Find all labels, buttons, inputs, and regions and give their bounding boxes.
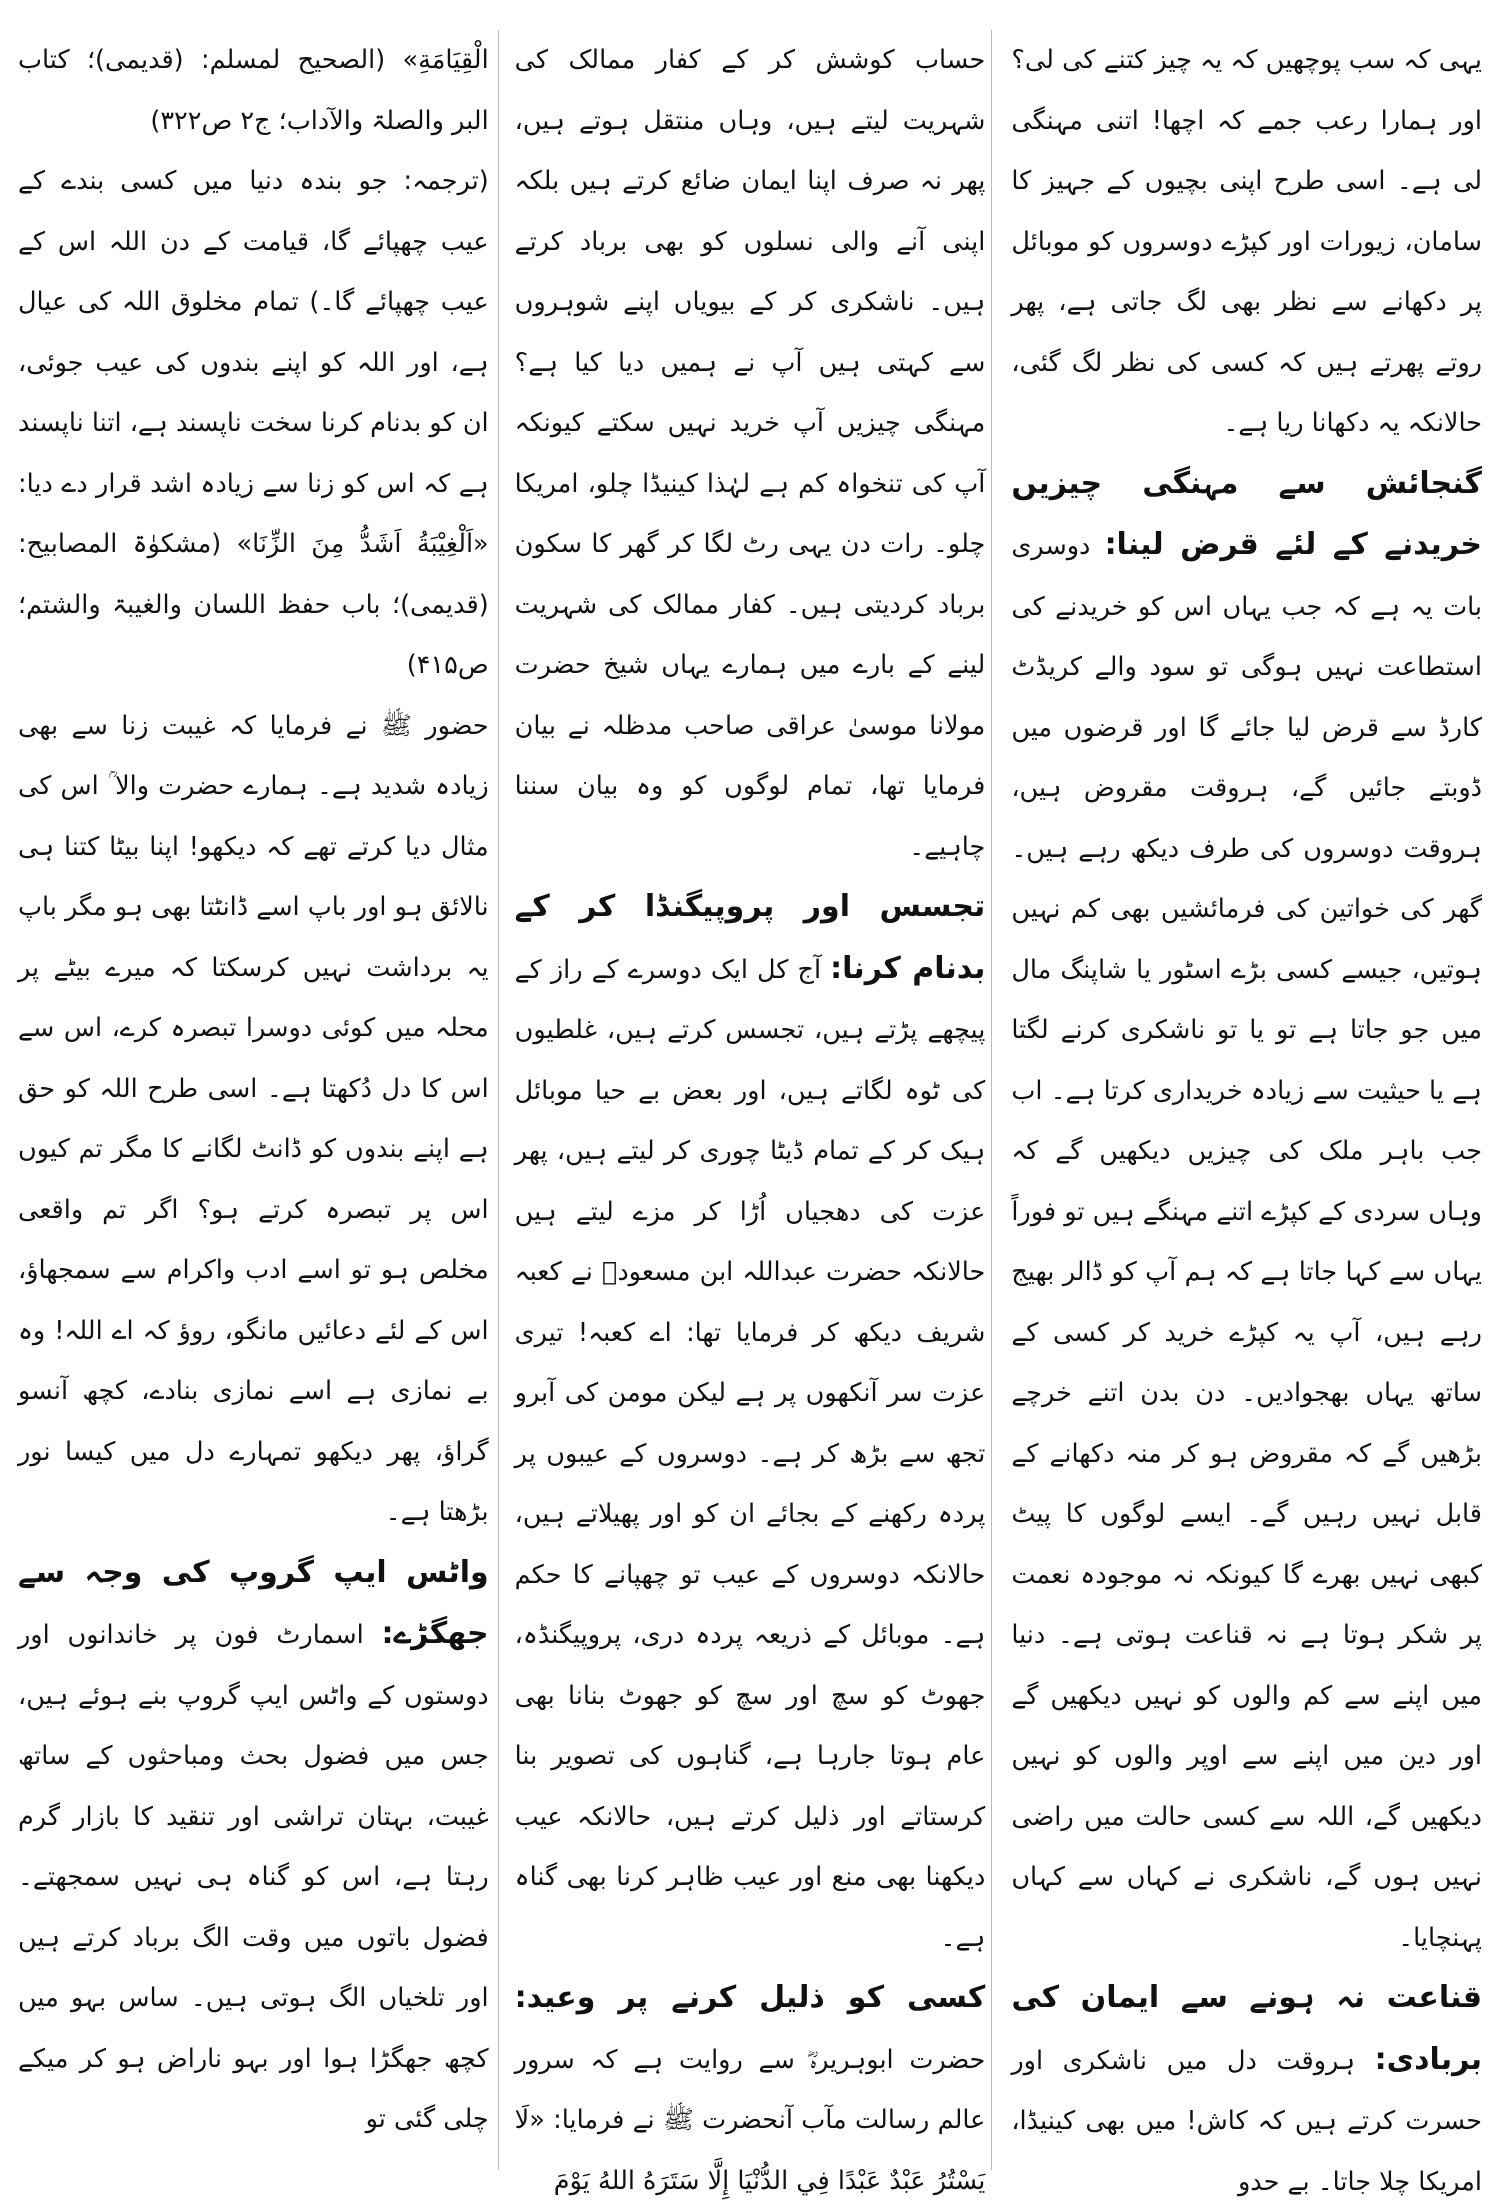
column-divider — [991, 30, 992, 2170]
section-paragraph — [1011, 454, 1482, 1969]
column-right — [1011, 30, 1483, 2197]
section-heading: گنجائش سے مہنگی چیزیں خریدنے کے لئے قرض لینا: — [1011, 465, 1483, 562]
section-heading: واٹس ایپ گروپ کی وجہ سے جھگڑے: — [17, 1554, 489, 1651]
section-text: آج کل ایک دوسرے کے راز کے پیچھے پڑتے ہیں، تجسس کرتے ہیں، غلطیوں کی ٹوہ لگاتے ہیں، اور بعض بے حیا موبائل ہیک کر کے تمام ڈیٹا چوری کر لیتے ہیں، پھر عزت کی دھجیاں اُڑا کر مزے لیتے ہیں حالانکہ حضرت عبداللہ ابن مسعودؓ نے کعبہ شریف دیکھ کر فرمایا تھا: اے کعبہ! تیری عزت سر آنکھوں پر ہے لیکن مومن کی آبرو تجھ سے بڑھ کر ہے۔ دوسروں کے عیبوں پر پردہ رکھنے کے بجائے ان کو اور پھیلاتے ہیں، حالانکہ دوسروں کے عیب تو چھپانے کا حکم ہے۔ موبائل کے ذریعہ پردہ دری، پروپیگنڈہ، جھوٹ کو سچ اور سچ کو جھوٹ بنانا بھی عام ہوتا جارہا ہے، گناہوں کی تصویر بنا کرستاتے اور ذلیل کرتے ہیں، حالانکہ عیب دیکھنا بھی منع اور عیب ظاہر کرنا بھی گناہ ہے۔ — [514, 954, 986, 1953]
paragraph: حساب کوشش کر کے کفار ممالک کی شہریت لیتے ہیں، وہاں منتقل ہوتے ہیں، پھر نہ صرف اپنا ایمان ضائع کرتے ہیں بلکہ اپنی آنے والی نسلوں کو بھی برباد کرتے ہیں۔ ناشکری کر کے بیویاں اپنے شوہروں سے کہتی ہیں آپ نے ہمیں دیا کیا ہے؟ مہنگی چیزیں آپ خرید نہیں سکتے کیونکہ آپ کی تنخواہ کم ہے لہٰذا کینیڈا چلو، امریکا چلو۔ رات دن یہی رٹ لگا کر گھر کا سکون برباد کردیتی ہیں۔ کفار ممالک کی شہریت لینے کے بارے میں ہمارے یہاں شیخ حضرت مولانا موسیٰ عراقی صاحب مدظلہ نے بیان فرمایا تھا، تمام لوگوں کو وہ بیان سننا چاہیے۔ — [514, 45, 986, 862]
section-paragraph — [515, 1968, 986, 2211]
section-text: ہروقت دل میں ناشکری اور حسرت کرتے ہیں کہ کاش! میں بھی کینیڈا، امریکا چلا جاتا۔ بے حدو — [1011, 2045, 1482, 2197]
column-middle — [514, 30, 986, 2196]
section-text: اسمارٹ فون پر خاندانوں اور دوستوں کے واٹس ایپ گروپ بنے ہوئے ہیں، جس میں فضول بحث ومباحثوں کے ساتھ غیبت، بہتان تراشی اور تنقید کا بازار گرم رہتا ہے، اس کو گناہ ہی نہیں سمجھتے۔ فضول باتوں میں وقت الگ برباد کرتے ہیں اور تلخیاں الگ ہوتی ہیں۔ ساس بہو میں کچھ جھگڑا ہوا اور بہو ناراض ہو کر میکے چلی گئی تو — [17, 1620, 489, 2134]
citation-paragraph: الْقِيَامَةِ» (الصحیح لمسلم: (قدیمی)؛ کتاب البر والصلۃ والآداب؛ ج۲ ص۳۲۲) — [17, 45, 489, 136]
section-paragraph — [515, 877, 986, 1968]
section-paragraph — [18, 1543, 489, 2150]
section-heading: کسی کو ذلیل کرنے پر وعید: — [514, 1980, 986, 2015]
section-paragraph — [1011, 1968, 1482, 2212]
column-divider — [498, 30, 499, 2170]
section-heading: قناعت نہ ہونے سے ایمان کی بربادی: — [1011, 1980, 1483, 2077]
translation-paragraph: (ترجمہ: جو بندہ دنیا میں کسی بندے کے عیب چھپائے گا، قیامت کے دن اللہ اس کے عیب چھپائے گا۔) تمام مخلوق اللہ کی عیال ہے، اور اللہ کو اپنے بندوں کی عیب جوئی، ان کو بدنام کرنا سخت ناپسند ہے، اتنا ناپسند ہے کہ اس کو زنا سے زیادہ اشد قرار دے دیا: «اَلْغِيْبَةُ اَشَدُّ مِنَ الزِّنَا» (مشکوٰۃ المصابیح: (قدیمی)؛ باب حفظ اللسان والغیبۃ والشتم؛ ص۴۱۵) — [17, 166, 489, 680]
column-left — [18, 30, 489, 2170]
paragraph: یہی کہ سب پوچھیں کہ یہ چیز کتنے کی لی؟ اور ہمارا رعب جمے کہ اچھا! اتنی مہنگی لی ہے۔ اسی طرح اپنی بچیوں کے جہیز کا سامان، زیورات اور کپڑے دوسروں کو موبائل پر دکھانے سے نظر بھی لگ جاتی ہے، پھر روتے پھرتے ہیں کہ کسی کی نظر لگ گئی، حالانکہ یہ دکھانا ریا ہے۔ — [1011, 45, 1482, 438]
paragraph: حضور ﷺ نے فرمایا کہ غیبت زنا سے بھی زیادہ شدید ہے۔ ہمارے حضرت والا ؒ اس کی مثال دیا کرتے تھے کہ دیکھو! اپنا بیٹا کتنا ہی نالائق ہو اور باپ اسے ڈانٹتا بھی ہو مگر باپ یہ برداشت نہیں کرسکتا کہ میرے بیٹے پر محلہ میں کوئی دوسرا تبصرہ کرے، اس سے اس کا دل دُکھتا ہے۔ اسی طرح اللہ کو حق ہے اپنے بندوں کو ڈانٹ لگانے کا مگر تم کیوں اس پر تبصرہ کرتے ہو؟ اگر تم واقعی مخلص ہو تو اسے ادب واکرام سے سمجھاؤ، اس کے لئے دعائیں مانگو، روؤ کہ اے اللہ! وہ بے نمازی ہے اسے نمازی بنادے، کچھ آنسو گراؤ، پھر دیکھو تمہارے دل میں کیسا نور بڑھتا ہے۔ — [17, 710, 489, 1527]
section-text: دوسری بات یہ ہے کہ جب یہاں اس کو خریدنے کی استطاعت نہیں ہوگی تو سود والے کریڈٹ کارڈ سے قرض لیا جائے گا اور قرضوں میں ڈوبتے جائیں گے، ہروقت مقروض ہیں، ہروقت دوسروں کی طرف دیکھ رہے ہیں۔ گھر کی خواتین کی فرمائشیں بھی کم نہیں ہوتیں، جیسے کسی بڑے اسٹور یا شاپنگ مال میں جو جاتا ہے تو یا تو ناشکری کرنے لگتا ہے یا حیثیت سے زیادہ خریداری کرتا ہے۔ اب جب باہر ملک کی چیزیں دیکھیں گے کہ وہاں سردی کے کپڑے اتنے مہنگے ہیں تو فوراً یہاں سے کہا جاتا ہے کہ ہم آپ کو ڈالر بھیج رہے ہیں، آپ یہ کپڑے خرید کر کسی کے ساتھ یہاں بھجوادیں۔ دن بدن اتنے خرچے بڑھیں گے کہ مقروض ہو کر منہ دکھانے کے قابل نہیں رہیں گے۔ ایسے لوگوں کا پیٹ کبھی نہیں بھرے گا کیونکہ نہ موجودہ نعمت پر شکر ہوتا ہے نہ قناعت ہوتی ہے۔ دنیا میں اپنے سے کم والوں کو نہیں دیکھیں گے اور دین میں اپنے سے اوپر والوں کو نہیں دیکھیں گے، اللہ سے کسی حالت میں راضی نہیں ہوں گے، ناشکری نے کہاں سے کہاں پہنچایا۔ — [1011, 531, 1482, 1953]
section-text: حضرت ابوہریرہؓ سے روایت ہے کہ سرور عالم رسالت مآب آنحضرت ﷺ نے فرمایا: «لَا يَسْتُرُ عَبْدٌ عَبْدًا فِي الدُّنْيَا إِلَّا سَتَرَهُ اللهُ يَوْمَ — [514, 2044, 986, 2196]
section-heading: تجسس اور پروپیگنڈا کر کے بدنام کرنا: — [514, 889, 986, 986]
